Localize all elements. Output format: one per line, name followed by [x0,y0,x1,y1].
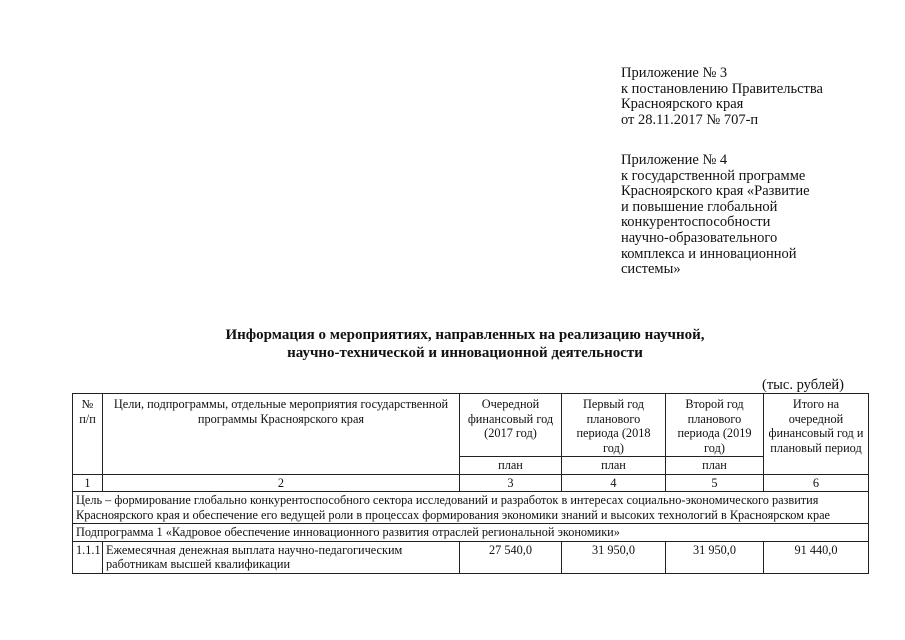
appendix-4-line: Красноярского края «Развитие [621,183,810,200]
row-total-value: 91 440,0 [764,541,869,573]
appendix-4-line: конкурентоспособности [621,214,771,231]
header-total: Итого на очередной финансовый год и плановый период [764,394,869,475]
plan-label: план [460,457,562,475]
plan-label: план [666,457,764,475]
header-2018: Первый год планового периода (2018 год) [562,394,666,457]
row-2017-value: 27 540,0 [460,541,562,573]
column-number: 6 [764,474,869,492]
column-number: 3 [460,474,562,492]
title-line-1: Информация о мероприятиях, направленных на реализацию научной, [225,327,705,343]
table-header-row [73,394,869,457]
column-number: 5 [666,474,764,492]
row-2018-value: 31 950,0 [562,541,666,573]
appendix-3-line: Приложение № 3 [621,65,728,81]
column-number: 4 [562,474,666,492]
table-row [73,541,869,573]
appendix-4-line: к государственной программе [621,167,806,184]
column-number: 1 [73,474,103,492]
appendix-4-line: научно-образовательного [621,229,778,246]
appendix-4-line: системы» [621,261,681,278]
header-num: № п/п [73,394,103,475]
appendix-3-block [621,66,891,128]
appendix-4-block [621,153,891,278]
plan-label: план [562,457,666,475]
subprogram-text: Подпрограмма 1 «Кадровое обеспечение инновационного развития отраслей региональной экономики» [73,524,869,542]
measures-table [72,393,869,574]
title-line-2: научно-технической и инновационной деятельности [287,345,643,361]
document-title [140,326,790,362]
appendix-4-line: Приложение № 4 [621,152,728,168]
appendix-4-line: комплекса и инновационной [621,245,797,262]
goal-text: Цель – формирование глобально конкурентоспособного сектора исследований и разработок в интересах социально-экономического развития Красноярского края и обеспечение его ведущей роли в процессах формирования экономики знаний и высоких технологий в Красноярском крае [73,492,869,524]
header-2017: Очередной финансовый год (2017 год) [460,394,562,457]
appendix-3-line: от 28.11.2017 № 707-п [621,111,759,128]
row-2019-value: 31 950,0 [666,541,764,573]
goal-row [73,492,869,524]
subprogram-row [73,524,869,542]
header-goals: Цели, подпрограммы, отдельные мероприятия государственной программы Красноярского края [103,394,460,475]
row-name: Ежемесячная денежная выплата научно-педагогическим работникам высшей квалификации [103,541,460,573]
units-label: (тыс. рублей) [762,377,844,393]
appendix-3-line: Красноярского края [621,96,744,113]
column-number: 2 [103,474,460,492]
column-number-row [73,474,869,492]
appendix-3-line: к постановлению Правительства [621,80,823,97]
row-num: 1.1.1 [73,541,103,573]
header-2019: Второй год планового периода (2019 год) [666,394,764,457]
appendix-4-line: и повышение глобальной [621,198,778,215]
